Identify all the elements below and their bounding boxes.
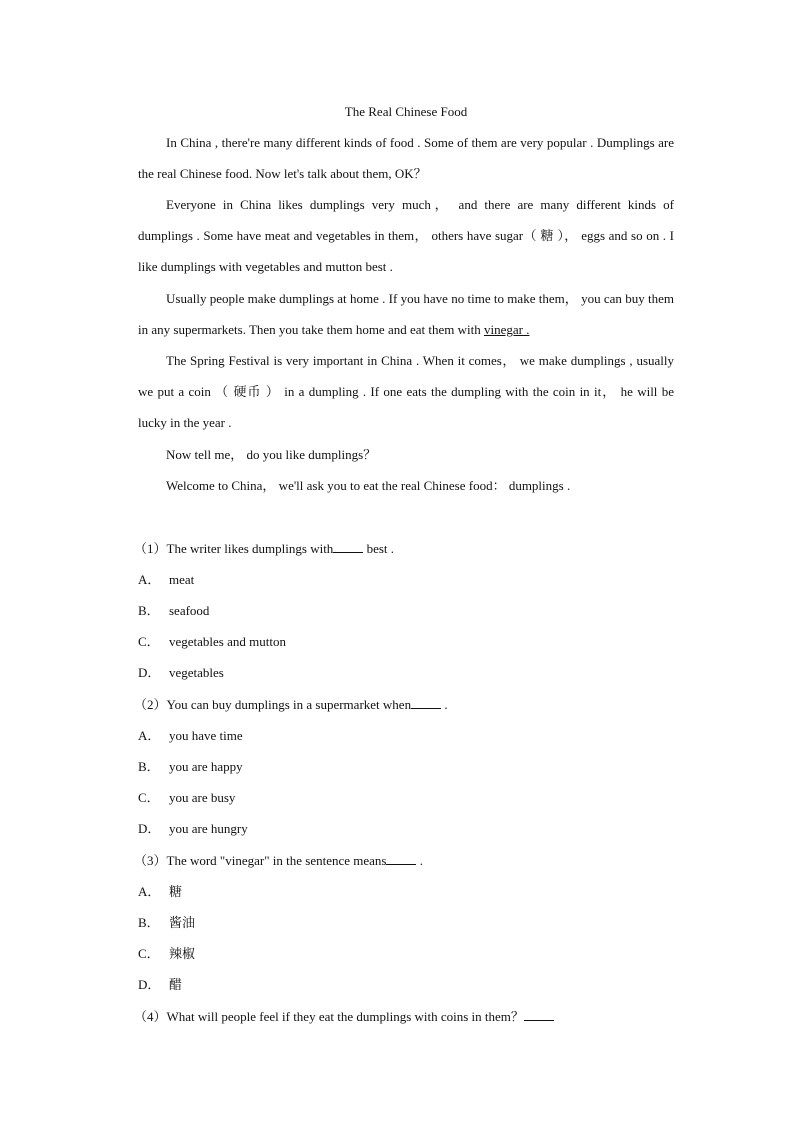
option-text: 醋 [169, 977, 183, 992]
option-text: 酱油 [169, 915, 196, 930]
option-text: you have time [169, 728, 243, 743]
option-letter: D． [138, 821, 161, 836]
option-letter: A． [138, 572, 161, 587]
answer-blank[interactable] [411, 696, 441, 709]
option-text: you are busy [169, 790, 236, 805]
option-text: 辣椒 [169, 946, 196, 961]
paragraph-3-text: Usually people make dumplings at home . If you have no time to make them， you can buy them in any supermarkets. Then you take them home and eat them with [138, 291, 674, 337]
question-1-text: （1）The writer likes dumplings with [134, 541, 334, 556]
question-3-stem [134, 851, 670, 871]
passage-title: The Real Chinese Food [344, 104, 468, 119]
option-letter: A． [138, 884, 161, 899]
option-text: you are happy [169, 759, 243, 774]
question-2-option-b[interactable] [138, 757, 674, 777]
answer-blank[interactable] [333, 540, 363, 553]
question-4-stem [134, 1007, 670, 1027]
question-2-text-end: . [441, 697, 448, 712]
question-1-stem [134, 539, 670, 559]
question-3-text-end: . [416, 853, 423, 868]
option-letter: C． [138, 634, 160, 649]
option-letter: B． [138, 603, 160, 618]
question-2-option-d[interactable] [138, 819, 674, 839]
question-1-option-a[interactable] [138, 570, 674, 590]
question-3-option-c[interactable] [138, 944, 674, 964]
question-4-text: （4）What will people feel if they eat the dumplings with coins in them？ [134, 1009, 524, 1024]
paragraph-3 [138, 283, 674, 345]
paragraph-5: Now tell me， do you like dumplings？ [166, 447, 377, 462]
option-text: you are hungry [169, 821, 248, 836]
option-letter: D． [138, 665, 161, 680]
option-text: seafood [169, 603, 210, 618]
option-letter: C． [138, 946, 160, 961]
question-3-option-b[interactable] [138, 913, 674, 933]
question-2-option-a[interactable] [138, 726, 674, 746]
question-1-option-b[interactable] [138, 601, 674, 621]
underlined-word-vinegar: vinegar . [483, 322, 530, 337]
question-3-text: （3）The word "vinegar" in the sentence means [134, 853, 387, 868]
question-2-stem [134, 695, 670, 715]
question-1-option-d[interactable] [138, 663, 674, 683]
option-text: vegetables and mutton [169, 634, 286, 649]
option-letter: A． [138, 728, 161, 743]
question-2-text: （2）You can buy dumplings in a supermarket when [134, 697, 412, 712]
paragraph-6: Welcome to China， we'll ask you to eat the real Chinese food： dumplings . [166, 478, 571, 493]
answer-blank[interactable] [386, 852, 416, 865]
option-letter: B． [138, 915, 160, 930]
question-3-option-a[interactable] [138, 882, 674, 902]
paragraph-1: In China , there're many different kinds of food . Some of them are very popular . Dumplings are the real Chinese food. Now let's talk about them, OK？ [138, 135, 674, 181]
option-text: vegetables [169, 665, 224, 680]
question-3-option-d[interactable] [138, 975, 674, 995]
question-1-option-c[interactable] [138, 632, 674, 652]
option-text: meat [169, 572, 195, 587]
option-letter: B． [138, 759, 160, 774]
question-2-option-c[interactable] [138, 788, 674, 808]
paragraph-2: Everyone in China likes dumplings very much， and there are many different kinds of dumplings . Some have meat and vegetables in them， others have sugar（ 糖 ）， eggs and so on . I like dumplings with vegetables and mutton best . [138, 197, 674, 274]
answer-blank[interactable] [524, 1008, 554, 1021]
option-letter: D． [138, 977, 161, 992]
option-letter: C． [138, 790, 160, 805]
paragraph-4: The Spring Festival is very important in China . When it comes， we make dumplings , usually we put a coin （ 硬币 ） in a dumpling . If one eats the dumpling with the coin in it， he will be lucky in the year . [138, 353, 674, 430]
option-text: 糖 [169, 884, 183, 899]
question-1-text-end: best . [363, 541, 395, 556]
